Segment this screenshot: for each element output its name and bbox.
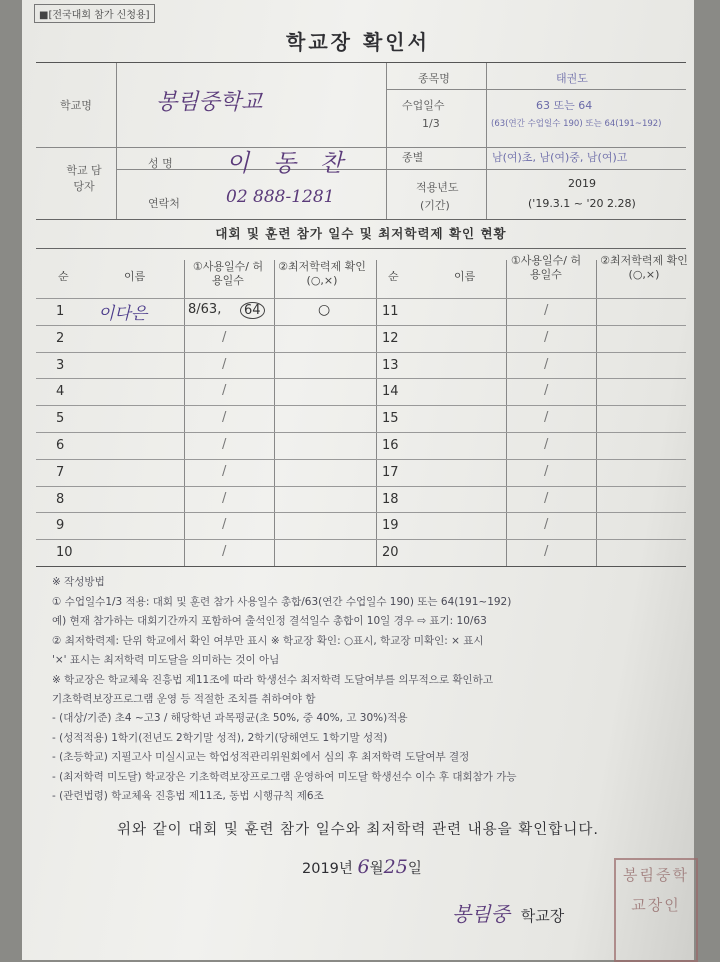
contact-label: 연락처 bbox=[148, 197, 180, 210]
days-slash-right: / bbox=[544, 517, 549, 533]
header-days-left: ①사용일수/ 허용일수 bbox=[192, 260, 264, 287]
note-line: - (대상/기준) 초4 ~고3 / 해당학년 과목평균(초 50%, 중 40%, 고 30%)적용 bbox=[52, 712, 408, 725]
row-number-left: 6 bbox=[56, 438, 65, 453]
school-seal-stamp: 봉림중학교장인 bbox=[614, 858, 698, 962]
row-number-left: 5 bbox=[56, 411, 65, 427]
year-value: 2019 bbox=[568, 177, 596, 190]
principal-signature: 봉림중 bbox=[452, 902, 510, 926]
days-slash-left: / bbox=[222, 490, 227, 506]
note-line: ② 최저학력제: 단위 학교에서 확인 여부만 표시 ※ 학교장 확인: ○표시, 학교장 미확인: × 표시 bbox=[52, 634, 484, 647]
principal-signature-block bbox=[452, 898, 564, 927]
note-line: - (성적적용) 1학기(전년도 2학기말 성적), 2학기(당해연도 1학기말 성적) bbox=[52, 731, 388, 744]
header-days-right: ①사용일수/ 허용일수 bbox=[510, 254, 582, 281]
days-slash-left: / bbox=[222, 383, 227, 399]
table-row bbox=[36, 512, 686, 538]
table-row bbox=[36, 378, 686, 404]
contact-value: 02 888-1281 bbox=[226, 187, 335, 207]
days-slash-left: / bbox=[222, 356, 227, 372]
row-number-left: 7 bbox=[56, 464, 65, 480]
days-slash-left: / bbox=[222, 544, 227, 560]
table-row bbox=[36, 486, 686, 512]
school-label: 학교명 bbox=[60, 99, 92, 112]
row-number-right: 19 bbox=[382, 518, 399, 534]
header-tag: ■[전국대회 참가 신청용] bbox=[34, 4, 155, 23]
days-used: 8/63, bbox=[188, 302, 222, 317]
row-number-right: 13 bbox=[382, 357, 399, 373]
date-day: 25 bbox=[383, 856, 408, 878]
info-table bbox=[36, 62, 686, 220]
note-line: 기초학력보장프로그램 운영 등 적절한 조치를 취하여야 함 bbox=[52, 693, 316, 705]
days-slash-right: / bbox=[544, 303, 549, 318]
header-check-left: ②최저학력제 확인(○,×) bbox=[278, 260, 366, 287]
date-year: 2019년 bbox=[302, 861, 353, 877]
date-day-unit: 일 bbox=[407, 861, 422, 877]
days-allowed-circled: 64 bbox=[240, 302, 265, 319]
table-title: 대회 및 훈련 참가 일수 및 최저학력제 확인 현황 bbox=[215, 226, 507, 241]
staff-label: 학교 담당자 bbox=[66, 164, 102, 193]
participation-table bbox=[36, 218, 686, 567]
category-value: 남(여)초, 남(여)중, 남(여)고 bbox=[492, 151, 628, 164]
row-number-right: 17 bbox=[382, 464, 399, 480]
row-number-right: 14 bbox=[382, 384, 399, 400]
days-slash-left: / bbox=[222, 410, 227, 426]
days-slash-left: / bbox=[222, 517, 227, 533]
days-slash-left: / bbox=[222, 329, 227, 345]
days-slash-right: / bbox=[544, 463, 549, 479]
staff-name: 이 동 찬 bbox=[226, 149, 351, 177]
min-academic-check: ○ bbox=[318, 302, 331, 318]
event-value: 태권도 bbox=[556, 72, 588, 85]
period-label: (기간) bbox=[420, 199, 450, 212]
participant-name: 이다은 bbox=[98, 304, 148, 324]
row-number-right: 20 bbox=[382, 545, 399, 561]
notes-heading: ※ 작성방법 bbox=[52, 576, 105, 588]
row-number-left: 8 bbox=[56, 491, 65, 507]
header-seq-right: 순 bbox=[388, 270, 399, 283]
note-line: 예) 현재 참가하는 대회기간까지 포함하여 출석인정 결석일수 총합이 10일 경우 ⇨ 표기: 10/63 bbox=[52, 615, 487, 628]
header-check-right: ②최저학력제 확인(○,×) bbox=[600, 254, 688, 281]
note-line: '×' 표시는 최저학력 미도달을 의미하는 것이 아님 bbox=[52, 654, 280, 667]
class-days-value: 63 또는 64 bbox=[536, 99, 593, 112]
class-days-label: 수업일수 bbox=[402, 99, 445, 112]
row-number-left: 1 bbox=[56, 304, 65, 319]
table-row bbox=[36, 352, 686, 378]
table-row bbox=[36, 432, 686, 458]
table-row bbox=[36, 298, 686, 324]
period-value: ('19.3.1 ~ '20 2.28) bbox=[528, 197, 636, 210]
table-row bbox=[36, 539, 686, 565]
row-number-right: 16 bbox=[382, 438, 399, 453]
header-name-right: 이름 bbox=[454, 270, 476, 283]
note-line: - (초등학교) 지필고사 미실시교는 학업성적관리위원회에서 심의 후 최저학력 도달여부 결정 bbox=[52, 751, 470, 764]
row-number-left: 9 bbox=[56, 518, 65, 534]
document-paper bbox=[22, 0, 694, 960]
school-name: 봉림중학교 bbox=[156, 90, 263, 115]
confirmation-statement: 위와 같이 대회 및 훈련 참가 일수와 최저학력 관련 내용을 확인합니다. bbox=[117, 822, 599, 838]
row-number-right: 12 bbox=[382, 330, 399, 346]
date-month-unit: 월 bbox=[369, 861, 384, 877]
row-number-left: 10 bbox=[56, 545, 73, 561]
name-label: 성 명 bbox=[148, 157, 173, 170]
row-number-left: 2 bbox=[56, 330, 65, 346]
note-line: ※ 학교장은 학교체육 진흥법 제11조에 따라 학생선수 최저학력 도달여부를 의무적으로 확인하고 bbox=[52, 673, 493, 686]
header-name-left: 이름 bbox=[124, 270, 146, 283]
header-seq-left: 순 bbox=[58, 270, 69, 283]
row-number-left: 4 bbox=[56, 384, 65, 400]
row-number-right: 18 bbox=[382, 491, 399, 507]
note-line: ① 수업일수1/3 적용: 대회 및 훈련 참가 사용일수 총합/63(연간 수업일수 190) 또는 64(191~192) bbox=[52, 596, 512, 608]
table-row bbox=[36, 459, 686, 485]
days-slash-right: / bbox=[544, 356, 549, 372]
row-number-left: 3 bbox=[56, 357, 65, 373]
principal-title: 학교장 bbox=[520, 907, 565, 925]
row-number-right: 11 bbox=[382, 304, 399, 319]
table-row bbox=[36, 405, 686, 431]
days-slash-right: / bbox=[544, 437, 549, 452]
category-label: 종별 bbox=[402, 151, 424, 164]
event-label: 종목명 bbox=[418, 72, 450, 85]
document-title: 학교장 확인서 bbox=[286, 30, 430, 54]
fraction-label: 1/3 bbox=[422, 117, 440, 130]
year-label: 적용년도 bbox=[416, 181, 459, 194]
days-slash-left: / bbox=[222, 463, 227, 479]
note-line: - (관련법령) 학교체육 진흥법 제11조, 동법 시행규칙 제6조 bbox=[52, 790, 324, 802]
days-slash-right: / bbox=[544, 490, 549, 506]
days-slash-right: / bbox=[544, 544, 549, 560]
row-number-right: 15 bbox=[382, 411, 399, 427]
days-slash-right: / bbox=[544, 383, 549, 399]
signing-date bbox=[302, 856, 422, 878]
table-row bbox=[36, 325, 686, 351]
days-slash-left: / bbox=[222, 437, 227, 452]
days-slash-right: / bbox=[544, 329, 549, 345]
note-line: - (최저학력 미도달) 학교장은 기초학력보장프로그램 운영하여 미도달 학생선수 이수 후 대회참가 가능 bbox=[52, 770, 517, 783]
days-slash-right: / bbox=[544, 410, 549, 426]
fraction-value: (63(연간 수업일수 190) 또는 64(191~192) bbox=[491, 119, 662, 129]
date-month: 6 bbox=[357, 856, 370, 878]
